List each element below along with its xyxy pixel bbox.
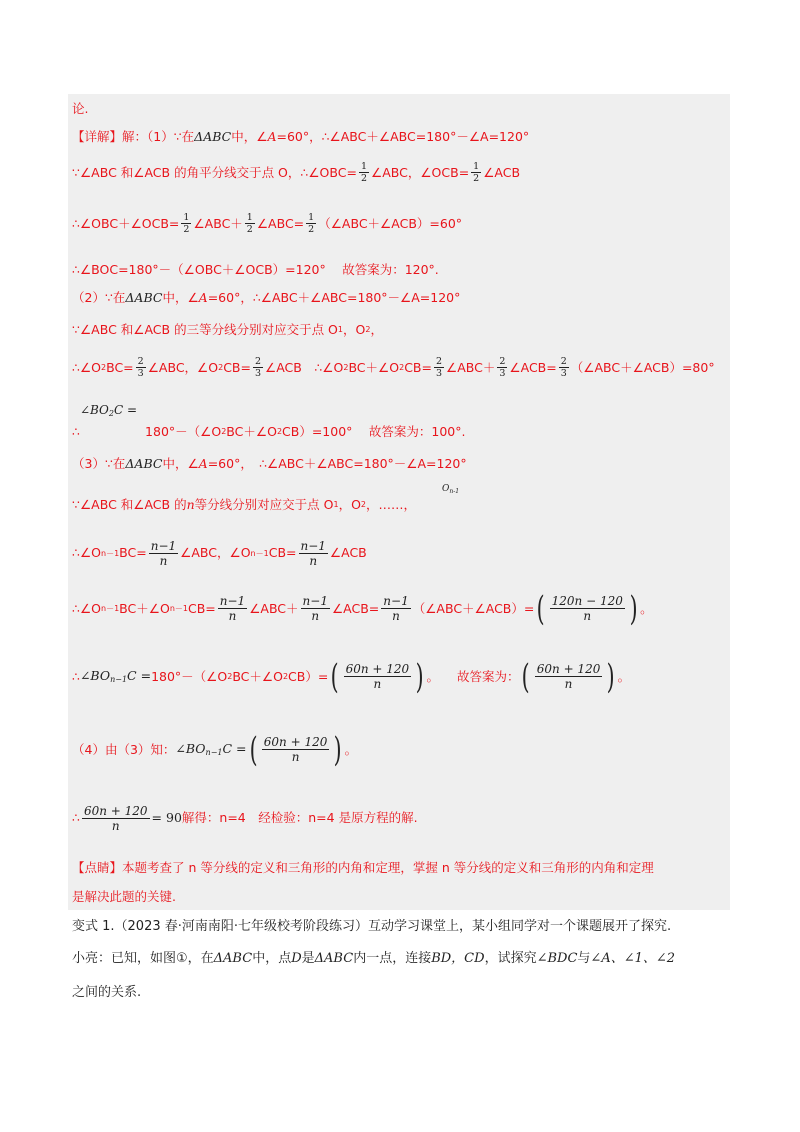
detail-line-1: 【详解】 解：（1）∵在 ΔABC 中，∠ A =60°，∴∠ABC＋∠ABC=180°－∠A=120° (72, 129, 530, 144)
detail-line-9: （3）∵在 ΔABC 中，∠ A =60°， ∴∠ABC＋∠ABC=180°－∠A=120° (72, 456, 467, 471)
fraction-half: $\frac{1}{2}$ (473, 161, 480, 184)
fraction-n-minus-1: $\frac{n-1}{n}$ (302, 594, 328, 623)
comment-line-1: 【点睛】 本题考查了 n 等分线的定义和三角形的内角和定理，掌握 n 等分线的定义和三角形的内角和定理 (72, 860, 654, 875)
fraction-half: $\frac{1}{2}$ (308, 212, 315, 235)
fraction-n-minus-1: $\frac{n-1}{n}$ (150, 539, 177, 568)
detail-line-4: ∴∠BOC=180°－（∠OBC＋∠OCB）=120° 故答案为：120°. (72, 262, 439, 277)
fraction-n-minus-1: $\frac{n-1}{n}$ (300, 539, 326, 568)
fraction-two-thirds: $\frac{2}{3}$ (435, 356, 443, 379)
detail-line-3: ∴∠OBC＋∠OCB= $\frac{1}{2}$ ∠ABC＋ $\frac{1}{2}$ ∠ABC= $\frac{1}{2}$ （∠ABC＋∠ACB）=60° (72, 212, 463, 235)
detail-line-13: ∴ $\angle BO_{n-1}C$ = 180°－（∠O 2 BC＋∠O 2 CB）= ( $\frac{60n + 120}{n}$ ) 。 故答案为： ( $\frac{60n + 120}{n}$ ) 。 (72, 657, 631, 697)
fraction-60n: $\frac{60n + 120}{n}$ (83, 804, 148, 833)
detail-line-7: ∴∠O 2 BC= $\frac{2}{3}$ ∠ABC，∠O 2 CB= $\frac{2}{3}$ ∠ACB ∴∠O 2 BC＋∠O 2 CB= $\frac{2}{3}$ ∠ABC＋ $\frac{2}{3}$ ∠ACB= $\frac{2}{3}$ （∠ABC＋∠ACB）=80° (72, 356, 715, 379)
fraction-two-thirds: $\frac{2}{3}$ (137, 356, 144, 379)
detail-line-8: ∴ $\angle BO_2C$ = 180°－（∠O 2 BC＋∠O 2 CB）=100° 故答案为：100°. (72, 403, 466, 439)
detail-line-15: ∴ $\frac{60n + 120}{n}$ = 90 解得：n=4 经检验：n=4 是原方程的解. (72, 804, 418, 833)
comment-line-2: 是解决此题的关键. (72, 889, 176, 904)
detail-line-5: （2）∵在 ΔABC 中，∠ A =60°，∴∠ABC＋∠ABC=180°－∠A=120° (72, 290, 461, 305)
fraction-n-minus-1: $\frac{n-1}{n}$ (219, 594, 246, 623)
detail-line-14: （4）由（3）知： $\angle BO_{n-1}C$ = ( $\frac{60n + 120}{n}$ ) 。 (72, 730, 358, 770)
question-line-1: 变式 1.（2023 春·河南南阳·七年级校考阶段练习）互动学习课堂上，某小组同学对一个课题展开了探究. (72, 919, 672, 934)
detail-line-2: ∵∠ABC 和∠ACB 的角平分线交于点 O，∴∠OBC= $\frac{1}{2}$ ∠ABC，∠OCB= $\frac{1}{2}$ ∠ACB (72, 161, 521, 184)
fraction-half: $\frac{1}{2}$ (183, 212, 190, 235)
fraction-n-minus-1: $\frac{n-1}{n}$ (383, 594, 409, 623)
detail-line-11: ∴∠O n－1 BC= $\frac{n-1}{n}$ ∠ABC，∠O n－1 CB= $\frac{n-1}{n}$ ∠ACB (72, 539, 367, 568)
subscript-o-note: $O_{n-1}$ (442, 484, 460, 495)
paren-expression-60: ( $\frac{60n + 120}{n}$ ) (330, 657, 424, 697)
detail-line-10: ∵∠ABC 和∠ACB 的 n 等分线分别对应交于点 O 1 ，O 2 ，……， (72, 497, 417, 512)
question-line-3: 之间的关系. (72, 985, 142, 1000)
paren-expression-120: ( $\frac{120n - 120}{n}$ ) (537, 589, 638, 629)
fraction-two-thirds: $\frac{2}{3}$ (254, 356, 262, 379)
comment-tag: 【点睛】 (72, 860, 123, 875)
fraction-two-thirds: $\frac{2}{3}$ (560, 356, 567, 379)
fraction-half: $\frac{1}{2}$ (360, 161, 367, 184)
detail-line-12: ∴∠O n－1 BC＋∠O n－1 CB= $\frac{n-1}{n}$ ∠ABC＋ $\frac{n-1}{n}$ ∠ACB= $\frac{n-1}{n}$ （∠ABC＋∠ACB）= ( $\frac{120n - 120}{n}$ ) 。 (72, 589, 653, 629)
detail-line-6: ∵∠ABC 和∠ACB 的三等分线分别对应交于点 O 1 ，O 2 ， (72, 322, 383, 337)
detail-tag: 【详解】 (72, 129, 123, 144)
fraction-half: $\frac{1}{2}$ (246, 212, 253, 235)
paren-expression-60: ( $\frac{60n + 120}{n}$ ) (249, 730, 342, 770)
paren-expression-60: ( $\frac{60n + 120}{n}$ ) (522, 657, 615, 697)
line-0: 论. (72, 101, 89, 116)
fraction-two-thirds: $\frac{2}{3}$ (499, 356, 506, 379)
question-line-2: 小亮：已知，如图①，在 ΔABC 中，点 D 是 ΔABC 内一点，连接 BD，CD ，试探究 ∠BDC 与 ∠A、∠1、∠2 (72, 951, 676, 966)
